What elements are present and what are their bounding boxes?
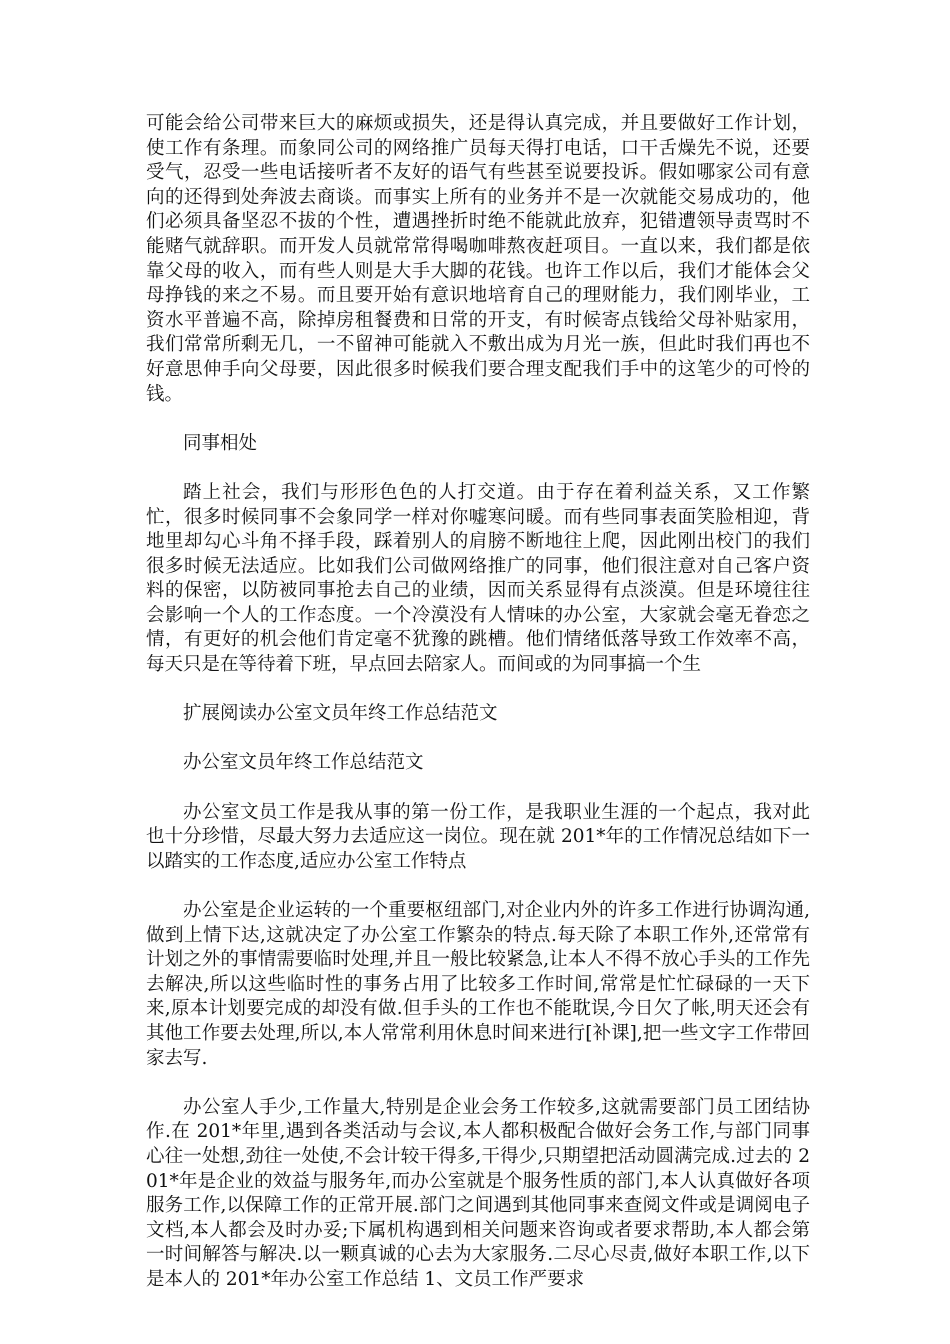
paragraph-colleagues: 踏上社会，我们与形形色色的人打交道。由于存在着利益关系，又工作繁忙，很多时候同事不会象同学一样对你嘘寒问暖。而有些同事表面笑脸相迎，背地里却勾心斗角不择手段，踩着别人的肩膀不断地往上爬，因此刚出校门的我们很多时候无法适应。比如我们公司做网络推广的同事，他们很注意对自己客户资料的保密，以防被同事抢去自己的业绩，因而关系显得有点淡漠。但是环境往往会影响一个人的工作态度。一个冷漠没有人情味的办公室，大家就会毫无眷恋之情，有更好的机会他们肯定毫不犹豫的跳槽。他们情绪低落导致工作效率不高，每天只是在等待着下班，早点回去陪家人。而间或的为同事搞一个生 bbox=[146, 481, 810, 676]
paragraph-intro: 办公室文员工作是我从事的第一份工作，是我职业生涯的一个起点，我对此也十分珍惜，尽最大努力去适应这一岗位。现在就 201*年的工作情况总结如下一以踏实的工作态度,适应办公室工作特点 bbox=[146, 801, 810, 872]
section-heading-extended-reading: 扩展阅读办公室文员年终工作总结范文 bbox=[183, 703, 498, 725]
paragraph-continued: 可能会给公司带来巨大的麻烦或损失，还是得认真完成，并且要做好工作计划，使工作有条理。而象同公司的网络推广员每天得打电话，口干舌燥先不说，还要受气，忍受一些电话接听者不友好的语气有些甚至说要投诉。假如哪家公司有意向的还得到处奔波去商谈。而事实上所有的业务并不是一次就能交易成功的，他们必须具备坚忍不拔的个性，遭遇挫折时绝不能就此放弃，犯错遭领导责骂时不能赌气就辞职。而开发人员就常常得喝咖啡熬夜赶项目。一直以来，我们都是依靠父母的收入，而有些人则是大手大脚的花钱。也许工作以后，我们才能体会父母挣钱的来之不易。而且要开始有意识地培育自己的理财能力，我们刚毕业，工资水平普遍不高，除掉房租餐费和日常的开支，有时候寄点钱给父母补贴家用，我们常常所剩无几，一不留神可能就入不敷出成为月光一族，但此时我们再也不好意思伸手向父母要，因此很多时候我们要合理支配我们手中的这笔少的可怜的钱。 bbox=[146, 113, 810, 405]
document-title: 办公室文员年终工作总结范文 bbox=[183, 752, 424, 774]
paragraph-office-role: 办公室是企业运转的一个重要枢纽部门,对企业内外的许多工作进行协调沟通,做到上情下达,这就决定了办公室工作繁杂的特点.每天除了本职工作外,还常常有计划之外的事情需要临时处理,并且一般比较紧急,让本人不得不放心手头的工作先去解决,所以这些临时性的事务占用了比较多工作时间,常常是忙忙碌碌的一天下来,原本计划要完成的却没有做.但手头的工作也不能耽误,今日欠了帐,明天还会有其他工作要去处理,所以,本人常常利用休息时间来进行[补课],把一些文字工作带回家去写. bbox=[146, 900, 810, 1069]
paragraph-teamwork: 办公室人手少,工作量大,特别是企业会务工作较多,这就需要部门员工团结协作.在 201*年里,遇到各类活动与会议,本人都积极配合做好会务工作,与部门同事心往一处想,劲往一处使,不会计较干得多,干得少,只期望把活动圆满完成.过去的 201*年是企业的效益与服务年,而办公室就是个服务性质的部门,本人认真做好各项服务工作,以保障工作的正常开展.部门之间遇到其他同事来查阅文件或是调阅电子文档,本人都会及时办妥;下属机构遇到相关问题来咨询或者要求帮助,本人都会第一时间解答与解决.以一颗真诚的心去为大家服务.二尽心尽责,做好本职工作,以下是本人的 201*年办公室工作总结 1、文员工作严要求 bbox=[146, 1096, 810, 1290]
document-page bbox=[146, 112, 810, 1317]
section-heading-colleagues: 同事相处 bbox=[183, 432, 258, 454]
